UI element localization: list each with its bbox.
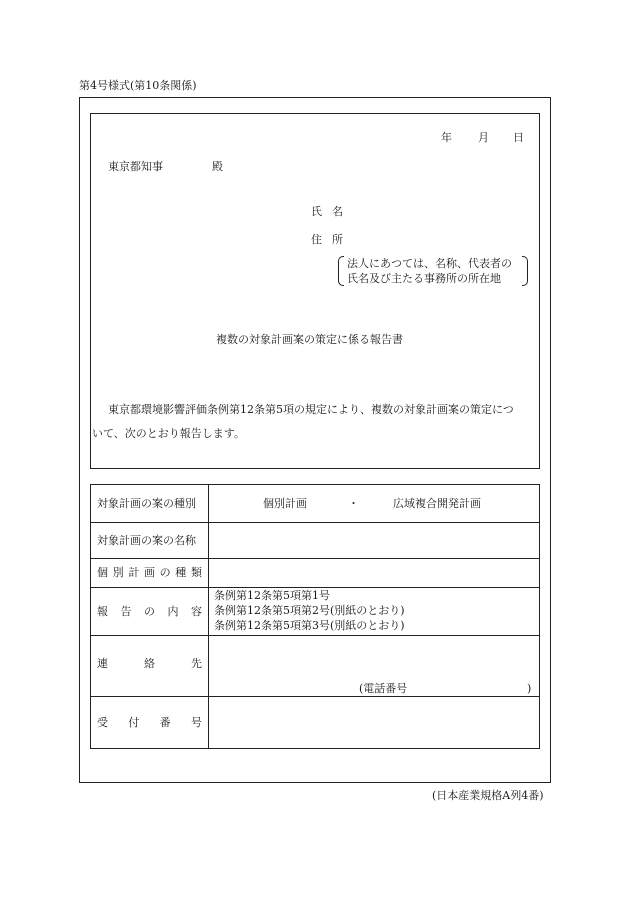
row-divider — [91, 696, 539, 697]
corporate-note — [338, 256, 528, 286]
addressee: 東京都知事 — [108, 160, 163, 173]
body-text-line-1: 東京都環境影響評価条例第12条第5項の規定により、複数の対象計画案の策定につ — [108, 403, 514, 416]
row-divider — [91, 558, 539, 559]
report-item-3: 条例第12条第5項第3号(別紙のとおり) — [214, 619, 405, 632]
plan-type-option-wide-area: 広域複合開発計画 — [393, 497, 481, 510]
honorific: 殿 — [212, 160, 223, 173]
applicant-name-label: 氏名 — [311, 205, 353, 218]
receipt-number-label: 受 付 番 号 — [97, 716, 202, 729]
plan-type-option-individual: 個別計画 — [263, 497, 307, 510]
table-column-divider — [208, 485, 209, 748]
corporate-note-line-2: 氏名及び主たる事務所の所在地 — [347, 272, 501, 285]
applicant-address-label: 住所 — [311, 233, 353, 246]
row-divider — [91, 587, 539, 588]
paper-size-note: (日本産業規格A列4番) — [432, 789, 544, 802]
right-bracket — [522, 256, 528, 286]
phone-number-label: (電話番号 — [359, 682, 408, 695]
phone-close-paren: ) — [527, 682, 532, 695]
report-item-1: 条例第12条第5項第1号 — [214, 589, 330, 602]
date-year-label: 年 — [441, 131, 452, 144]
report-content-label: 報 告 の 内 容 — [97, 605, 202, 618]
row-divider — [91, 522, 539, 523]
info-table — [90, 484, 540, 749]
date-day-label: 日 — [513, 131, 524, 144]
date-month-label: 月 — [478, 131, 489, 144]
row-divider — [91, 635, 539, 636]
plan-name-field[interactable] — [216, 529, 534, 553]
receipt-number-field[interactable] — [216, 705, 534, 741]
plan-type-label: 対象計画の案の種別 — [97, 497, 196, 510]
corporate-note-line-1: 法人にあつては、名称、代表者の — [347, 257, 512, 270]
individual-plan-type-label: 個 別 計 画 の 種 類 — [97, 566, 202, 579]
individual-plan-type-field[interactable] — [216, 563, 534, 583]
left-bracket — [338, 256, 344, 286]
plan-name-label: 対象計画の案の名称 — [97, 534, 196, 547]
body-text-line-2: いて、次のとおり報告します。 — [92, 427, 245, 440]
report-item-2: 条例第12条第5項第2号(別紙のとおり) — [214, 604, 405, 617]
contact-label: 連 絡 先 — [97, 657, 202, 670]
plan-type-separator: ・ — [348, 497, 359, 510]
document-title: 複数の対象計画案の策定に係る報告書 — [216, 333, 403, 346]
form-number-label: 第4号様式(第10条関係) — [79, 79, 197, 92]
